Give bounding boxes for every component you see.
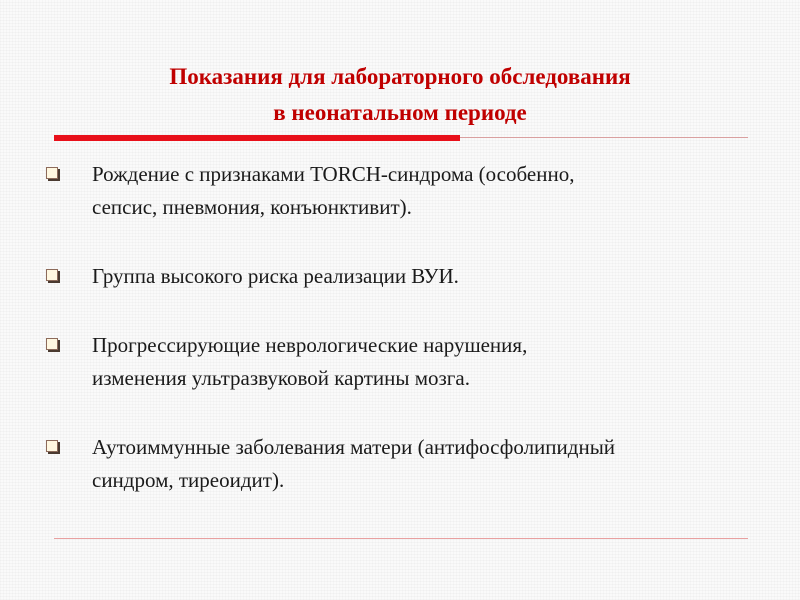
title-line-1: Показания для лабораторного обследования: [169, 64, 631, 90]
bullet-item: [44, 158, 774, 224]
bullet-text: [92, 260, 774, 293]
bullet-line: изменения ультразвуковой картины мозга.: [92, 366, 470, 390]
bullet-line: Прогрессирующие неврологические нарушения,: [92, 333, 528, 357]
bullet-line: Рождение с признаками TORCH-синдрома (особенно,: [92, 162, 575, 186]
bullet-line: синдром, тиреоидит).: [92, 468, 285, 492]
slide-title: [0, 59, 800, 131]
bullet-text: [92, 329, 774, 395]
bullet-item: [44, 431, 774, 497]
title-line-2: в неонатальном периоде: [273, 100, 527, 126]
square-bullet-icon: [46, 338, 58, 350]
bullet-item: [44, 329, 774, 395]
title-accent-bar: [54, 135, 460, 141]
square-bullet-icon: [46, 167, 58, 179]
footer-divider-line: [54, 538, 748, 539]
square-bullet-icon: [46, 269, 58, 281]
bullet-line: Группа высокого риска реализации ВУИ.: [92, 264, 459, 288]
bullet-item: [44, 260, 774, 293]
bullet-line: сепсис, пневмония, конъюнктивит).: [92, 195, 412, 219]
bullet-text: [92, 431, 774, 497]
bullet-line: Аутоиммунные заболевания матери (антифосфолипидный: [92, 435, 616, 459]
bullet-text: [92, 158, 774, 224]
square-bullet-icon: [46, 440, 58, 452]
bullet-list: [44, 158, 774, 497]
